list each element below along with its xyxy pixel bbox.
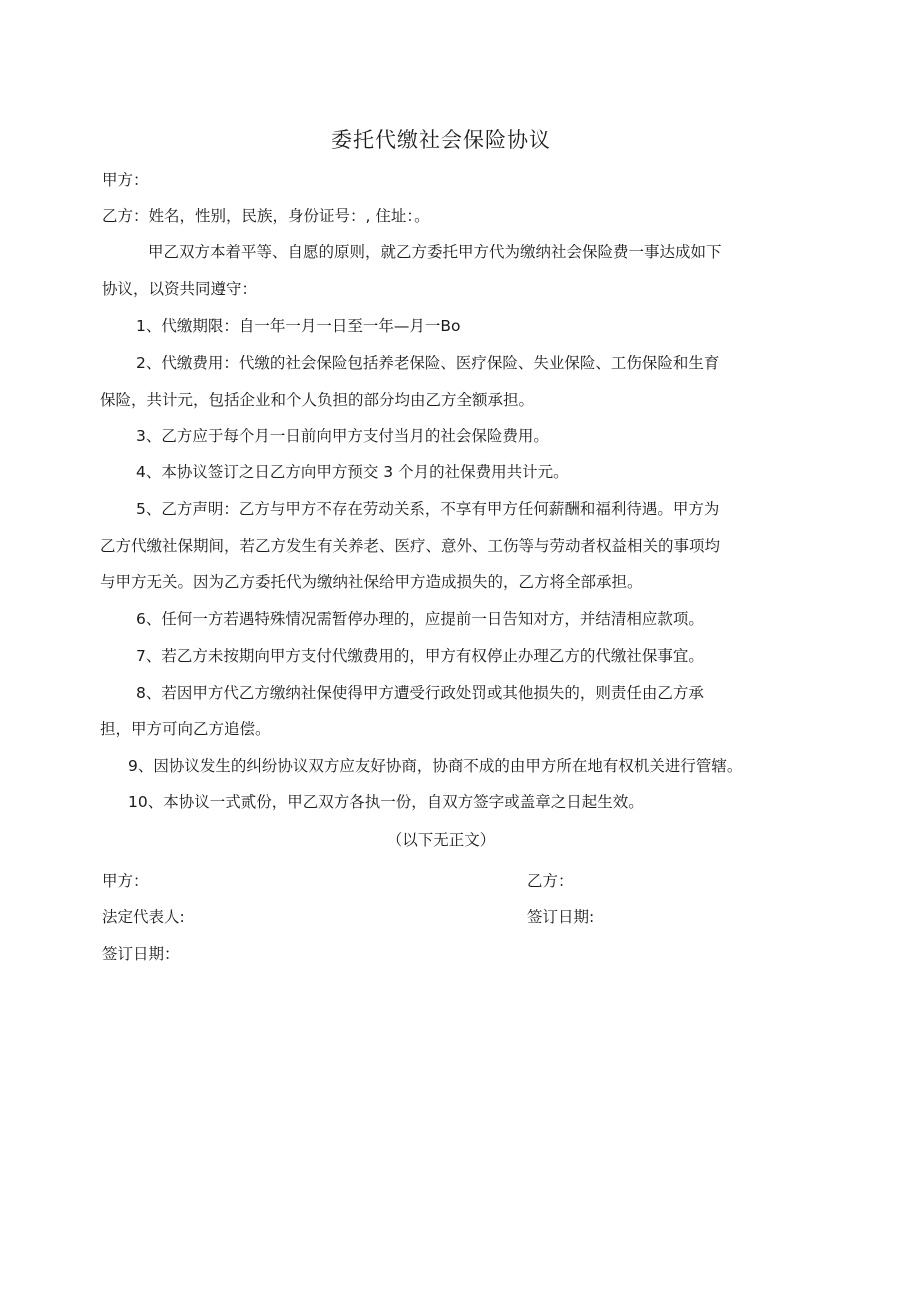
clause-4-line-1: 4、本协议签订之日乙方向甲方预交 3 个月的社保费用共计元。 — [136, 463, 569, 481]
clause-7-line-1: 7、若乙方未按期向甲方支付代缴费用的，甲方有权停止办理乙方的代缴社保事宜。 — [136, 647, 704, 665]
document-title: 委托代缴社会保险协议 — [331, 128, 551, 152]
party-b-line: 乙方：姓名，性别，民族，身份证号：, 住址：。 — [102, 207, 430, 225]
intro-line-1: 甲乙双方本着平等、自愿的原则，就乙方委托甲方代为缴纳社会保险费一事达成如下 — [148, 243, 722, 261]
intro-line-2: 协议，以资共同遵守： — [102, 280, 258, 298]
signature-party-b: 乙方： — [527, 872, 574, 890]
party-a-line: 甲方： — [102, 171, 149, 189]
clause-5-line-2: 乙方代缴社保期间，若乙方发生有关养老、医疗、意外、工伤等与劳动者权益相关的事项均 — [100, 537, 721, 555]
clause-9-line-1: 9、因协议发生的纠纷协议双方应友好协商，协商不成的由甲方所在地有权机关进行管辖。 — [128, 757, 743, 775]
clause-5-line-3: 与甲方无关。因为乙方委托代为缴纳社保给甲方造成损失的，乙方将全部承担。 — [100, 573, 643, 591]
clause-2-line-1: 2、代缴费用：代缴的社会保险包括养老保险、医疗保险、失业保险、工伤保险和生育 — [136, 354, 720, 372]
end-note: （以下无正文） — [386, 831, 496, 849]
clause-3-line-1: 3、乙方应于每个月一日前向甲方支付当月的社会保险费用。 — [136, 427, 549, 445]
clause-10-line-1: 10、本协议一式贰份，甲乙双方各执一份，自双方签字或盖章之日起生效。 — [128, 793, 644, 811]
signature-party-a: 甲方： — [102, 872, 149, 890]
signature-date-right: 签订日期: — [527, 908, 595, 926]
clause-8-line-1: 8、若因甲方代乙方缴纳社保使得甲方遭受行政处罚或其他损失的，则责任由乙方承 — [136, 684, 704, 702]
clause-1-line-1: 1、代缴期限：自一年一月一日至一年—月一Bo — [136, 317, 461, 335]
clause-6-line-1: 6、任何一方若遇特殊情况需暂停办理的，应提前一日告知对方，并结清相应款项。 — [136, 610, 704, 628]
signature-legal-rep: 法定代表人: — [102, 908, 185, 926]
clause-2-line-2: 保险，共计元，包括企业和个人负担的部分均由乙方全额承担。 — [100, 391, 535, 409]
clause-5-line-1: 5、乙方声明：乙方与甲方不存在劳动关系，不享有甲方任何薪酬和福利待遇。甲方为 — [136, 500, 720, 518]
signature-date-left: 签订日期： — [102, 945, 180, 963]
clause-8-line-2: 担，甲方可向乙方追偿。 — [100, 720, 271, 738]
